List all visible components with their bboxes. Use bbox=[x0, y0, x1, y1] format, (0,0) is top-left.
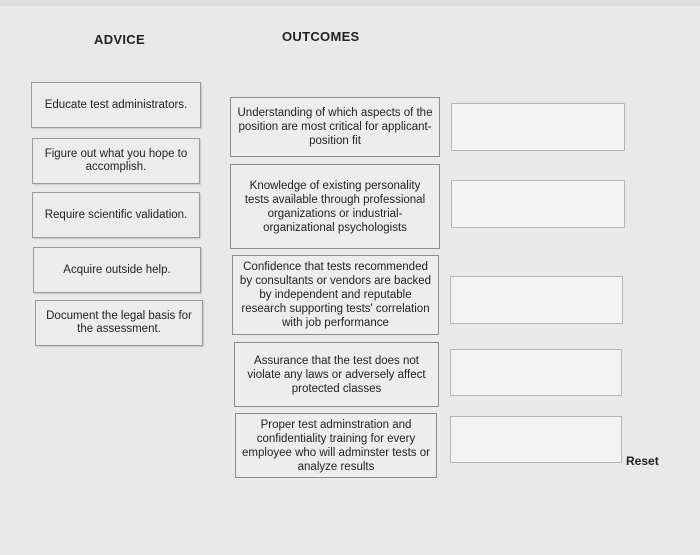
outcome-card-independent-research bbox=[232, 255, 439, 335]
advice-card-label: Document the legal basis for the assessment. bbox=[46, 310, 192, 335]
drop-target-2[interactable] bbox=[451, 180, 625, 228]
outcome-card-label: Knowledge of existing personality tests available through professional organizations or industrial-organizational psychologists bbox=[244, 179, 426, 234]
outcome-card-label: Understanding of which aspects of the position are most critical for applicant-position fit bbox=[237, 107, 433, 147]
outcome-card-legal-compliance bbox=[234, 342, 439, 407]
advice-card-label: Educate test administrators. bbox=[44, 98, 188, 111]
advice-card-document-legal[interactable] bbox=[35, 300, 203, 346]
advice-heading: ADVICE bbox=[94, 32, 145, 47]
advice-card-label: Figure out what you hope to accomplish. bbox=[44, 148, 188, 173]
outcome-card-label: Assurance that the test does not violate any laws or adversely affect protected classes bbox=[247, 354, 426, 395]
advice-card-label: Require scientific validation. bbox=[44, 208, 188, 221]
top-edge bbox=[0, 0, 700, 6]
drop-target-1[interactable] bbox=[451, 103, 625, 151]
outcome-card-applicant-fit bbox=[230, 97, 440, 157]
advice-card-figure-out[interactable] bbox=[32, 138, 200, 184]
advice-card-acquire-help[interactable] bbox=[33, 247, 201, 293]
outcome-card-existing-tests bbox=[230, 164, 440, 249]
advice-card-educate[interactable] bbox=[31, 82, 201, 128]
outcome-card-label: Confidence that tests recommended by consultants or vendors are backed by independent and reputable research supporting tests' correlation with job performance bbox=[239, 261, 432, 329]
drop-target-4[interactable] bbox=[450, 349, 622, 396]
drop-target-3[interactable] bbox=[450, 276, 623, 324]
outcomes-heading: OUTCOMES bbox=[282, 29, 360, 44]
advice-card-label: Acquire outside help. bbox=[63, 263, 171, 276]
drop-target-5[interactable] bbox=[450, 416, 622, 463]
reset-button[interactable]: Reset bbox=[626, 454, 659, 468]
advice-card-require-validation[interactable] bbox=[32, 192, 200, 238]
outcome-card-training bbox=[235, 413, 437, 478]
outcome-card-label: Proper test adminstration and confidentiality training for every employee who will adminster tests or analyze results bbox=[242, 418, 430, 473]
